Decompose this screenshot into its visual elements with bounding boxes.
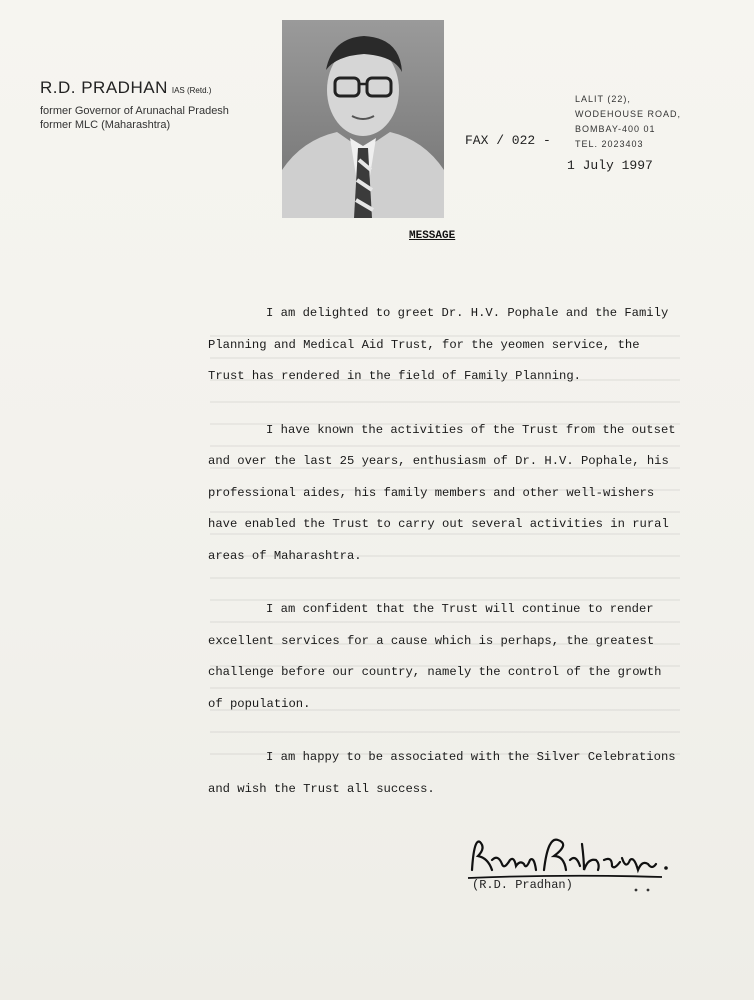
address-line-3: BOMBAY-400 01 bbox=[575, 124, 656, 134]
sender-position-1: former Governor of Arunachal Pradesh bbox=[40, 105, 229, 117]
sender-position-2: former MLC (Maharashtra) bbox=[40, 119, 171, 131]
letterhead bbox=[40, 78, 229, 132]
address-line-1: LALIT (22), bbox=[575, 94, 631, 104]
paragraph-4: I am happy to be associated with the Silver Celebrations and wish the Trust all success. bbox=[208, 750, 676, 796]
portrait-photo-icon bbox=[282, 20, 444, 218]
signatory-name: (R.D. Pradhan) bbox=[472, 878, 573, 892]
message-heading: MESSAGE bbox=[409, 230, 456, 242]
address-line-4: TEL. 2023403 bbox=[575, 139, 644, 149]
address-line-2: WODEHOUSE ROAD, bbox=[575, 109, 682, 119]
paragraph-2: I have known the activities of the Trust from the outset and over the last 25 years, enthusiasm of Dr. H.V. Pophale, his professional aides, his family members and other well-wishers have enabled the Trust to carry out several activities in rural areas of Maharashtra. bbox=[208, 422, 676, 563]
fax-number: FAX / 022 - bbox=[465, 133, 551, 148]
paragraph-3: I am confident that the Trust will continue to render excellent services for a cause which is perhaps, the greatest challenge before our country, namely the control of the growth of population. bbox=[208, 602, 662, 711]
message-body bbox=[208, 298, 678, 827]
paragraph-1: I am delighted to greet Dr. H.V. Pophale and the Family Planning and Medical Aid Trust, for the yeomen service, the Trust has rendered in the field of Family Planning. bbox=[208, 306, 669, 383]
sender-title: IAS (Retd.) bbox=[171, 86, 212, 95]
sender-name: R.D. PRADHAN IAS (Retd.) bbox=[40, 78, 212, 97]
sender-address bbox=[575, 92, 681, 152]
letter-date: 1 July 1997 bbox=[567, 158, 653, 173]
